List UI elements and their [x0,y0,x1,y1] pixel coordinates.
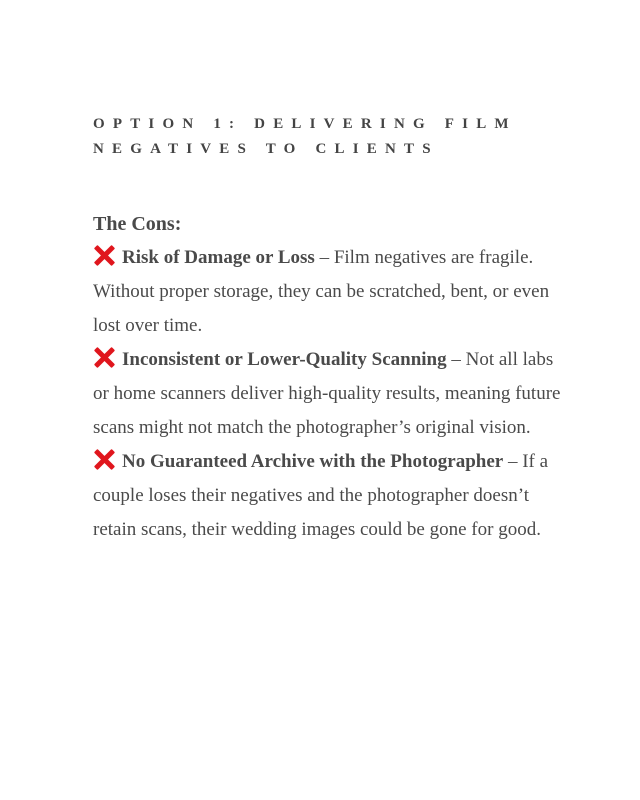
con-item-title: Inconsistent or Lower-Quality Scanning [122,349,447,370]
con-item-separator: – [446,349,466,370]
con-item-text: Film negatives are fragile. Without proper storage, they can be scratched, bent, or even lost over time. [93,247,550,336]
con-item-inconsistent-scanning [93,343,563,445]
con-item-text: If a couple loses their negatives and the photographer doesn’t retain scans, their wedding images could be gone for good. [93,451,549,540]
con-item-no-guaranteed-archive [93,445,563,547]
document-page [93,112,563,547]
cross-mark-icon [93,244,115,266]
cross-mark-icon [93,448,115,470]
cross-mark-icon [93,346,115,368]
con-item-separator: – [314,247,334,268]
section-heading-line-2: NEGATIVES TO CLIENTS [93,141,439,157]
cons-title: The Cons: [93,213,182,235]
con-item-text: Not all labs or home scanners deliver high-quality results, meaning future scans might not match the photographer’s original vision. [93,349,561,438]
section-heading [93,112,563,162]
con-item-separator: – [503,451,523,472]
con-item-title: Risk of Damage or Loss [122,247,315,268]
con-item-title: No Guaranteed Archive with the Photographer [122,451,504,472]
con-item-risk-of-damage [93,241,563,343]
section-heading-line-1: OPTION 1: DELIVERING FILM [93,116,517,132]
cons-list [93,241,563,547]
